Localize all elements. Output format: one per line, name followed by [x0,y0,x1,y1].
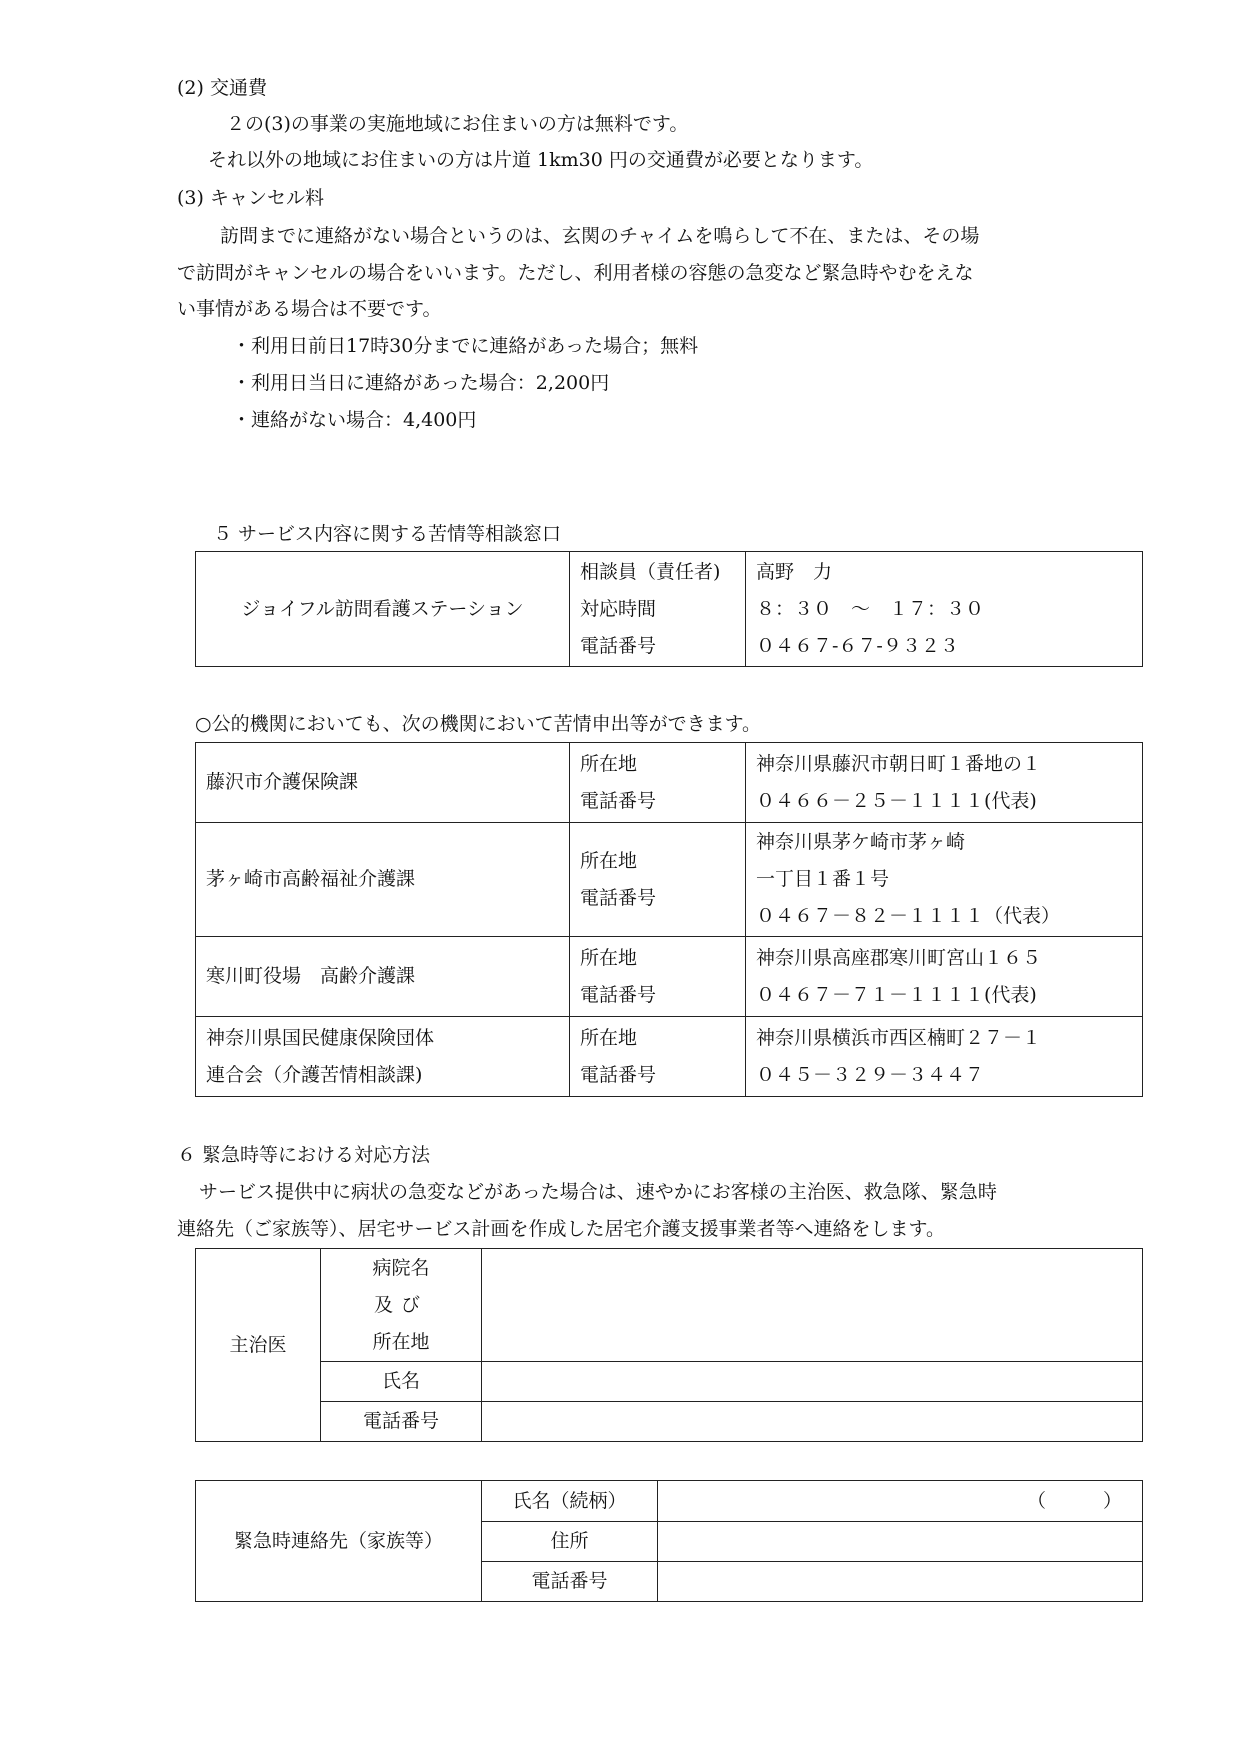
agency-labels [570,823,746,937]
agency-name: 寒川町役場 高齢介護課 [196,937,570,1017]
emergency-address-field[interactable] [658,1522,1143,1562]
doctor-hospital-field[interactable] [482,1249,1143,1362]
emergency-name-label: 氏名（続柄） [482,1481,658,1522]
consult-hours: ８：３０ ～ １７：３０ [756,597,985,620]
agency-name: 藤沢市介護保険課 [196,743,570,823]
doctor-label: 主治医 [196,1249,321,1442]
cancel-bullet: ・連絡がない場合：4,400円 [232,409,477,431]
agency-name-2: 連合会（介護苦情相談課) [206,1063,423,1086]
agency-label-address: 所在地 [580,849,638,872]
emergency-heading: ６ 緊急時等における対応方法 [177,1144,431,1166]
consult-labels [570,552,746,667]
emergency-para-1: サービス提供中に病状の急変などがあった場合は、速やかにお客様の主治医、救急隊、緊急時 [199,1181,997,1203]
cancel-para-2: で訪問がキャンセルの場合をいいます。ただし、利用者様の容態の急変など緊急時やむをえな [177,262,974,284]
agency-name-cell [196,1017,570,1097]
emergency-para-2: 連絡先（ご家族等）、居宅サービス計画を作成した居宅介護支援事業者等へ連絡をします。 [177,1218,945,1240]
agency-row [196,937,1143,1017]
doctor-and-label: 及び [373,1293,428,1316]
agency-label-address: 所在地 [580,752,638,775]
agency-phone: ０４６７－７１－１１１１(代表) [756,983,1037,1006]
transport-line-2: それ以外の地域にお住まいの方は片道 1km30 円の交通費が必要となります。 [208,149,874,171]
doctor-hospital-label: 病院名 [372,1256,430,1279]
agency-contact [746,1017,1143,1097]
agency-contact [746,823,1143,937]
doctor-hospital-label-cell [321,1249,482,1362]
agency-label-phone: 電話番号 [580,886,657,909]
public-agency-table [195,742,1143,1097]
agency-phone: ０４６６－２５－１１１１(代表) [756,789,1037,812]
doctor-table [195,1248,1143,1442]
emergency-address-label: 住所 [482,1522,658,1562]
consult-heading: ５ サービス内容に関する苦情等相談窓口 [213,523,562,545]
cancel-para-1: 訪問までに連絡がない場合というのは、玄関のチャイムを鳴らして不在、または、その場 [220,225,980,247]
cancel-bullet: ・利用日前日17時30分までに連絡があった場合；無料 [232,335,699,357]
station-name: ジョイフル訪問看護ステーション [196,552,570,667]
agency-name: 茅ヶ崎市高齢福祉介護課 [196,823,570,937]
agency-address-2: 一丁目１番１号 [756,868,890,890]
agency-row [196,823,1143,937]
consult-label-phone: 電話番号 [580,634,657,657]
cancel-bullet: ・利用日当日に連絡があった場合：2,200円 [232,372,610,394]
agency-phone: ０４６７－８２－１１１１（代表） [756,905,1061,927]
agency-row [196,743,1143,823]
transport-line-1: ２の(3)の事業の実施地域にお住まいの方は無料です。 [226,113,689,135]
agency-name: 神奈川県国民健康保険団体 [206,1026,435,1049]
emergency-contact-label: 緊急時連絡先（家族等） [196,1481,482,1602]
doctor-phone-label: 電話番号 [321,1402,482,1442]
agency-address: 神奈川県高座郡寒川町宮山１６５ [756,946,1042,969]
cancel-para-3: い事情がある場合は不要です。 [177,298,442,320]
agency-contact [746,743,1143,823]
doctor-name-field[interactable] [482,1362,1143,1402]
agency-labels [570,1017,746,1097]
agency-contact [746,937,1143,1017]
consult-person: 高野 力 [756,560,833,583]
agency-label-address: 所在地 [580,946,638,969]
agency-label-phone: 電話番号 [580,789,657,812]
doctor-address-label: 所在地 [372,1330,430,1353]
agency-label-address: 所在地 [580,1026,638,1049]
emergency-name-field[interactable] [658,1481,1143,1522]
transport-heading: (2) 交通費 [177,77,267,99]
agency-label-phone: 電話番号 [580,983,657,1006]
consult-values [746,552,1143,667]
agency-label-phone: 電話番号 [580,1063,657,1086]
consult-label-person: 相談員（責任者) [580,560,721,583]
doctor-name-label: 氏名 [321,1362,482,1402]
doctor-phone-field[interactable] [482,1402,1143,1442]
emergency-contact-table [195,1480,1143,1602]
public-intro: ○公的機関においても、次の機関において苦情申出等ができます。 [195,713,762,735]
agency-labels [570,937,746,1017]
emergency-phone-label: 電話番号 [482,1562,658,1602]
relationship-paren: （ ） [1026,1489,1122,1512]
cancel-heading: (3) キャンセル料 [177,187,324,209]
agency-address: 神奈川県藤沢市朝日町１番地の１ [756,752,1042,775]
agency-address: 神奈川県横浜市西区楠町２７－１ [756,1026,1042,1049]
emergency-phone-field[interactable] [658,1562,1143,1602]
agency-labels [570,743,746,823]
agency-row [196,1017,1143,1097]
agency-phone: ０４５－３２９－３４４７ [756,1063,985,1086]
agency-address: 神奈川県茅ケ崎市茅ヶ崎 [756,831,966,853]
consult-table [195,551,1143,667]
consult-phone: ０４６７-６７-９３２３ [756,634,959,657]
consult-label-hours: 対応時間 [580,597,657,620]
